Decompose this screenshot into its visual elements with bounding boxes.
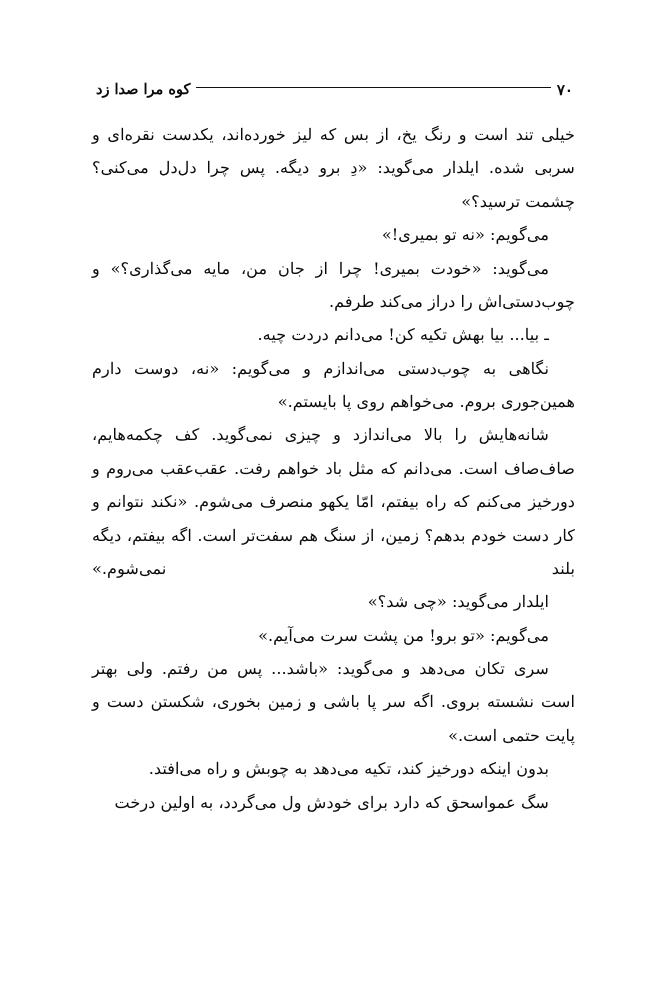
header-divider-rule	[196, 87, 551, 88]
running-header	[88, 78, 579, 102]
page-number: ۷۰	[556, 80, 573, 99]
page-body-text	[92, 118, 575, 819]
paragraph: شانه‌هایش را بالا می‌اندازد و چیزی نمی‌گوید. کف چکمه‌هایم، صاف‌صاف است. می‌دانم که مثل باد خواهم رفت. عقب‌عقب می‌روم و دورخیز می‌کنم که راه بیفتم، امّا یکهو منصرف می‌شوم. «نکند نتوانم و کار دست خودم بدهم؟ زمین، از سنگ هم سفت‌تر است. اگه بیفتم، دیگه بلند نمی‌شوم.»	[92, 425, 575, 578]
paragraph: ـ بیا... بیا بهش تکیه کن! می‌دانم دردت چیه.	[257, 325, 549, 345]
paragraph: ایلدار می‌گوید: «چی شد؟»	[367, 592, 549, 612]
paragraph: نگاهی به چوب‌دستی می‌اندازم و می‌گویم: «نه، دوست دارم همین‌جوری بروم. می‌خواهم روی پا بایستم.»	[92, 358, 575, 411]
paragraph: می‌گویم: «نه تو بمیری!»	[381, 225, 549, 245]
paragraph: سری تکان می‌دهد و می‌گوید: «باشد... پس من رفتم. ولی بهتر است نشسته بروی. اگه سر پا باشی و زمین بخوری، شکستن دست و پایت حتمی است.»	[92, 659, 575, 745]
header-book-title: کوه مرا صدا زد	[96, 80, 191, 98]
paragraph: می‌گویم: «تو برو! من پشت سرت می‌آیم.»	[258, 625, 549, 645]
paragraph: خیلی تند است و رنگ یخ، از بس که لیز خورده‌اند، یکدست نقره‌ای و سربی شده. ایلدار می‌گوید: «دِ برو دیگه. پس چرا دل‌دل می‌کنی؟ چشمت ترسید؟»	[92, 125, 575, 211]
paragraph: سگ عمواسحق که دارد برای خودش ول می‌گردد، به اولین درخت	[114, 792, 549, 812]
paragraph: می‌گوید: «خودت بمیری! چرا از جان من، مایه می‌گذاری؟» و چوب‌دستی‌اش را دراز می‌کند طرفم.	[92, 258, 575, 311]
paragraph: بدون اینکه دورخیز کند، تکیه می‌دهد به چوبش و راه می‌افتد.	[148, 759, 549, 779]
